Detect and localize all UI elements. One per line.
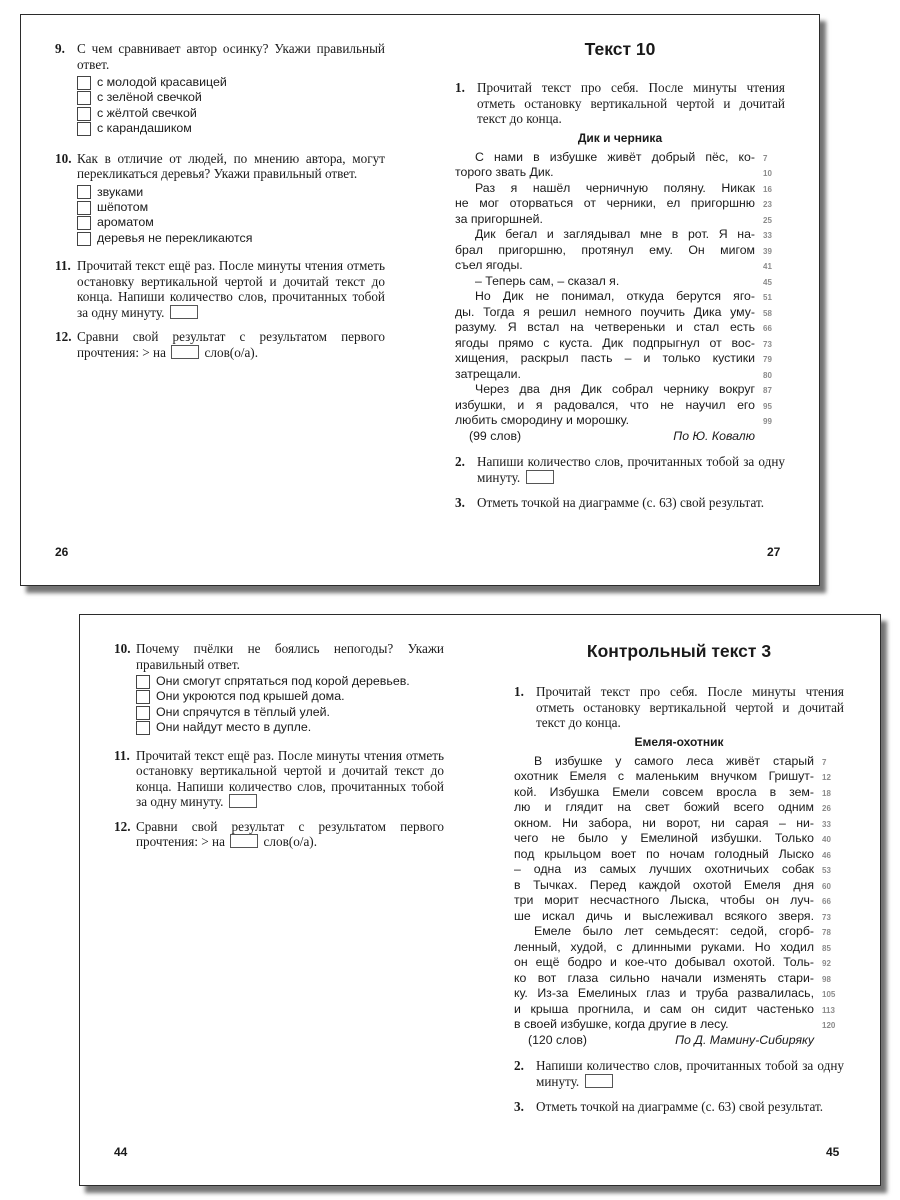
question-3: [514, 1099, 844, 1115]
word-count-marker: 26: [822, 804, 831, 813]
text-line: [514, 1017, 844, 1033]
checkbox[interactable]: [77, 232, 91, 246]
question-number: 9.: [55, 41, 65, 56]
question-9: [55, 41, 385, 137]
text-line: [455, 351, 785, 367]
word-count-marker: 78: [822, 928, 831, 937]
line-text: разуму. Я встал на четвереньки и стал есть: [455, 320, 755, 334]
checkbox[interactable]: [136, 675, 150, 689]
text-line: [514, 893, 844, 909]
question-11: [114, 748, 444, 810]
line-text: Раз я нашёл черничную поляну. Никак: [475, 180, 755, 195]
line-text: Но Дик не понимал, откуда берутся яго-: [475, 289, 755, 303]
question-text: Прочитай текст ещё раз. После минуты чтения отметь остановку вертикальной чертой и дочитай текст до конца. Напиши количество слов, прочитанных тобой за одну минуту.: [77, 258, 385, 320]
option-label: Они укроются под крышей дома.: [156, 689, 345, 704]
page-26: [55, 41, 385, 369]
page-title: Текст 10: [584, 39, 656, 59]
answer-options: [136, 674, 444, 736]
question-text-suffix: слов(о/а).: [204, 344, 258, 360]
word-count-marker: 51: [763, 293, 772, 302]
line-text: ды. Тогда я решил немного поучить Дика уму-: [455, 304, 755, 319]
word-total: (120 слов): [528, 1032, 587, 1047]
page-number-left: 26: [55, 545, 69, 559]
text-line: [455, 336, 785, 352]
checkbox[interactable]: [77, 122, 91, 136]
line-text: избушки, и я радовался, что не научил его: [455, 397, 755, 412]
word-count-marker: 99: [763, 417, 772, 426]
line-text: ленный, худой, с длинными руками. Но ходил: [514, 939, 814, 954]
word-count-marker: 41: [763, 262, 772, 271]
line-text: хищения, раскрыл пасть – и только кустики: [455, 351, 755, 365]
checkbox[interactable]: [77, 185, 91, 199]
checkbox[interactable]: [136, 706, 150, 720]
answer-option[interactable]: [77, 106, 385, 121]
question-text: Почему пчёлки не боялись непогоды? Укажи правильный ответ.: [136, 641, 444, 672]
option-label: Они найдут место в дупле.: [156, 720, 312, 735]
word-count-marker: 120: [822, 1021, 836, 1030]
line-text: съел ягоды.: [455, 258, 523, 272]
question-number: 10.: [114, 641, 131, 656]
question-number: 10.: [55, 150, 72, 166]
word-count-marker: 60: [822, 881, 831, 891]
line-text: ко вот глаза сильно начали изменять стари-: [514, 970, 814, 985]
text-line: [455, 398, 785, 414]
text-line: [455, 258, 785, 274]
text-line: [514, 986, 844, 1002]
text-line: [514, 769, 844, 785]
line-text: чего не было у Емелиной избушки. Только: [514, 831, 814, 845]
option-label: с жёлтой свечкой: [97, 105, 197, 120]
question-text: С чем сравнивает автор осинку? Укажи правильный ответ.: [77, 41, 385, 72]
word-count-marker: 85: [822, 943, 831, 953]
question-text: Сравни свой результат с результатом первого прочтения: > на: [77, 329, 385, 360]
answer-option[interactable]: [136, 689, 444, 704]
word-count-marker: 105: [822, 990, 836, 999]
checkbox[interactable]: [77, 201, 91, 215]
word-count-marker: 33: [822, 819, 831, 829]
answer-option[interactable]: [136, 705, 444, 720]
word-count-marker: 73: [822, 912, 831, 922]
checkbox[interactable]: [77, 76, 91, 90]
word-count-marker: 45: [763, 277, 772, 287]
text-line: [514, 816, 844, 832]
line-text: в Тычках. Перед каждой охотой Емеля дня: [514, 877, 814, 892]
text-line: [514, 862, 844, 878]
workbook-spread-pages-26-27: [20, 14, 820, 586]
text-line: [514, 878, 844, 894]
text-line: [514, 909, 844, 925]
text-line: [514, 800, 844, 816]
line-text: торого звать Дик.: [455, 165, 554, 179]
line-text: лю и глядит на свет божий всего одним: [514, 800, 814, 814]
word-count-marker: 46: [822, 850, 831, 860]
story-title: Емеля-охотник: [634, 734, 724, 749]
line-text: В избушке у самого леса живёт старый: [534, 753, 814, 768]
checkbox[interactable]: [136, 721, 150, 735]
word-count-marker: 80: [763, 370, 772, 380]
answer-option[interactable]: [77, 75, 385, 90]
line-text: ку. Из-за Емелиных глаз и труба развалилась,: [514, 986, 814, 1000]
answer-option[interactable]: [77, 215, 385, 230]
reading-text: [455, 150, 785, 445]
answer-options: [77, 75, 385, 137]
text-line: [455, 274, 785, 290]
question-text: Отметь точкой на диаграмме (с. 63) свой результат.: [477, 495, 765, 510]
question-number: 1.: [514, 684, 524, 699]
checkbox[interactable]: [77, 107, 91, 121]
answer-option[interactable]: [136, 674, 444, 689]
line-text: С нами в избушке живёт добрый пёс, ко-: [475, 149, 755, 164]
word-count-marker: 95: [763, 401, 772, 411]
word-count-marker: 87: [763, 386, 772, 395]
page-27: [455, 39, 785, 520]
question-text: Прочитай текст про себя. После минуты чтения отметь остановку вертикальной чертой и дочитай текст до конца.: [477, 80, 785, 126]
text-line: [514, 831, 844, 847]
option-label: ароматом: [97, 215, 154, 230]
option-label: Они смогут спрятаться под корой деревьев.: [156, 674, 410, 688]
page-number-right: 27: [767, 545, 781, 559]
word-count-marker: 16: [763, 184, 772, 194]
reading-text: [514, 754, 844, 1049]
text-line: [514, 1002, 844, 1018]
line-text: под крыльцом воет по ночам голодный Лыско: [514, 846, 814, 861]
text-line: [455, 243, 785, 259]
question-1: [455, 80, 785, 127]
checkbox[interactable]: [136, 690, 150, 704]
answer-box[interactable]: [585, 1074, 613, 1088]
line-text: и крыша прогнила, и сам он сидит частенько: [514, 1001, 814, 1016]
question-number: 1.: [455, 80, 465, 95]
checkbox[interactable]: [77, 216, 91, 230]
page-number-left: 44: [114, 1145, 128, 1159]
word-count-marker: 66: [822, 897, 831, 906]
text-line: [455, 305, 785, 321]
answer-box[interactable]: [170, 305, 198, 319]
question-number: 2.: [455, 454, 465, 469]
line-text: Дик бегал и заглядывал мне в рот. Я на-: [475, 227, 755, 241]
answer-option[interactable]: [77, 231, 385, 246]
page-45: [514, 641, 844, 1124]
line-text: за пригоршней.: [455, 211, 543, 226]
question-number: 11.: [114, 747, 130, 763]
line-text: не мог оторваться от черники, ел пригоршню: [455, 196, 755, 210]
question-number: 3.: [514, 1099, 524, 1114]
answer-box[interactable]: [526, 470, 554, 484]
option-label: шёпотом: [97, 200, 149, 215]
word-count-marker: 12: [822, 773, 831, 782]
text-line: [455, 289, 785, 305]
word-count-marker: 66: [763, 324, 772, 333]
option-label: с карандашиком: [97, 121, 192, 136]
page-number-right: 45: [826, 1145, 840, 1159]
word-count-marker: 7: [822, 757, 827, 767]
text-line: [514, 847, 844, 863]
question-11: [55, 258, 385, 320]
author-credit: По Ю. Ковалю: [673, 428, 755, 443]
answer-option[interactable]: [136, 720, 444, 735]
question-3: [455, 495, 785, 511]
question-1: [514, 684, 844, 731]
option-label: с молодой красавицей: [97, 75, 227, 89]
text-line: [455, 413, 785, 429]
answer-option[interactable]: [77, 121, 385, 136]
word-count-marker: 39: [763, 246, 772, 256]
option-label: деревья не перекликаются: [97, 230, 253, 245]
line-text: кой. Избушка Емели совсем вросла в зем-: [514, 784, 814, 799]
question-text: Напиши количество слов, прочитанных тобой за одну минуту.: [477, 454, 785, 485]
answer-box[interactable]: [230, 834, 258, 848]
line-text: – Теперь сам, – сказал я.: [475, 273, 620, 288]
word-count-marker: 40: [822, 835, 831, 844]
answer-option[interactable]: [77, 185, 385, 200]
question-2: [514, 1058, 844, 1089]
word-count-marker: 113: [822, 1005, 835, 1015]
story-title: Дик и черника: [577, 130, 663, 145]
word-count-marker: 7: [763, 153, 768, 163]
text-line: [455, 367, 785, 383]
line-text: охотник Емеля с маленьким внучком Гришут-: [514, 769, 814, 783]
text-line: [455, 181, 785, 197]
question-text-suffix: слов(о/а).: [263, 834, 317, 850]
line-text: Через два дня Дик собрал чернику вокруг: [475, 382, 755, 396]
text-line: [514, 754, 844, 770]
line-text: брал пригоршню, протянул ему. Он мигом: [455, 242, 755, 257]
question-text: Напиши количество слов, прочитанных тобой за одну минуту.: [536, 1058, 844, 1089]
word-count-marker: 33: [763, 231, 772, 240]
workbook-spread-pages-44-45: [79, 614, 881, 1186]
word-count-marker: 53: [822, 866, 831, 875]
text-line: [514, 785, 844, 801]
question-10: [55, 151, 385, 247]
answer-option[interactable]: [77, 200, 385, 215]
line-text: в своей избушке, когда другие в лесу.: [514, 1017, 729, 1031]
option-label: с зелёной свечкой: [97, 90, 202, 105]
text-line: [455, 320, 785, 336]
answer-options: [77, 185, 385, 247]
question-text: Прочитай текст про себя. После минуты чтения отметь остановку вертикальной чертой и дочитай текст до конца.: [536, 684, 844, 730]
text-line: [514, 971, 844, 987]
word-count-marker: 23: [763, 200, 772, 209]
word-count-marker: 92: [822, 959, 831, 968]
question-number: 12.: [55, 329, 72, 345]
word-total: (99 слов): [469, 428, 522, 443]
source-line: [455, 429, 785, 445]
option-label: Они спрячутся в тёплый улей.: [156, 704, 330, 719]
text-line: [455, 150, 785, 166]
answer-box[interactable]: [229, 794, 257, 808]
line-text: он ещё бодро и кое-что добывал охотой. Толь-: [514, 955, 814, 969]
text-line: [455, 165, 785, 181]
word-count-marker: 79: [763, 355, 772, 364]
line-text: три морит несчастного Лыска, чтобы он луч-: [514, 893, 814, 907]
source-line: [514, 1033, 844, 1049]
answer-option[interactable]: [77, 90, 385, 105]
text-line: [455, 196, 785, 212]
question-12: [55, 329, 385, 360]
question-text: Как в отличие от людей, по мнению автора, могут перекликаться деревья? Укажи правильный ответ.: [77, 150, 385, 182]
text-line: [514, 924, 844, 940]
question-12: [114, 819, 444, 850]
question-text: Сравни свой результат с результатом первого прочтения: > на: [136, 818, 444, 850]
page-title: Контрольный текст 3: [586, 641, 772, 661]
answer-box[interactable]: [171, 345, 199, 359]
word-count-marker: 10: [763, 169, 772, 178]
line-text: окном. Ни забора, ни ворот, ни сарая – ни-: [514, 815, 814, 830]
word-count-marker: 25: [763, 215, 772, 225]
line-text: затрещали.: [455, 366, 521, 381]
option-label: звуками: [97, 184, 144, 199]
line-text: ягоды прямо с куста. Дик подпрыгнул от вос-: [455, 335, 755, 350]
question-number: 11.: [55, 258, 71, 274]
text-line: [455, 382, 785, 398]
question-text: Прочитай текст ещё раз. После минуты чтения отметь остановку вертикальной чертой и дочитай текст до конца. Напиши количество слов, прочитанных тобой за одну минуту.: [136, 747, 444, 810]
text-line: [514, 940, 844, 956]
question-number: 3.: [455, 495, 465, 510]
author-credit: По Д. Мамину-Сибиряку: [675, 1032, 814, 1047]
page-44: [114, 641, 444, 859]
line-text: любить смородину и морошку.: [455, 413, 629, 427]
question-text: Отметь точкой на диаграмме (с. 63) свой результат.: [536, 1099, 824, 1114]
question-2: [455, 454, 785, 485]
word-count-marker: 18: [822, 788, 831, 798]
question-number: 12.: [114, 818, 131, 834]
line-text: Емеле было лет семьдесят: седой, сгорб-: [534, 924, 814, 938]
line-text: ше искал дичь и выслеживал всякого зверя.: [514, 908, 814, 923]
word-count-marker: 98: [822, 974, 831, 984]
question-10: [114, 641, 444, 736]
text-line: [455, 227, 785, 243]
text-line: [455, 212, 785, 228]
word-count-marker: 73: [763, 339, 772, 349]
word-count-marker: 58: [763, 308, 772, 318]
line-text: – одна из самых лучших охотничьих собак: [514, 862, 814, 876]
text-line: [514, 955, 844, 971]
checkbox[interactable]: [77, 91, 91, 105]
question-number: 2.: [514, 1058, 524, 1073]
